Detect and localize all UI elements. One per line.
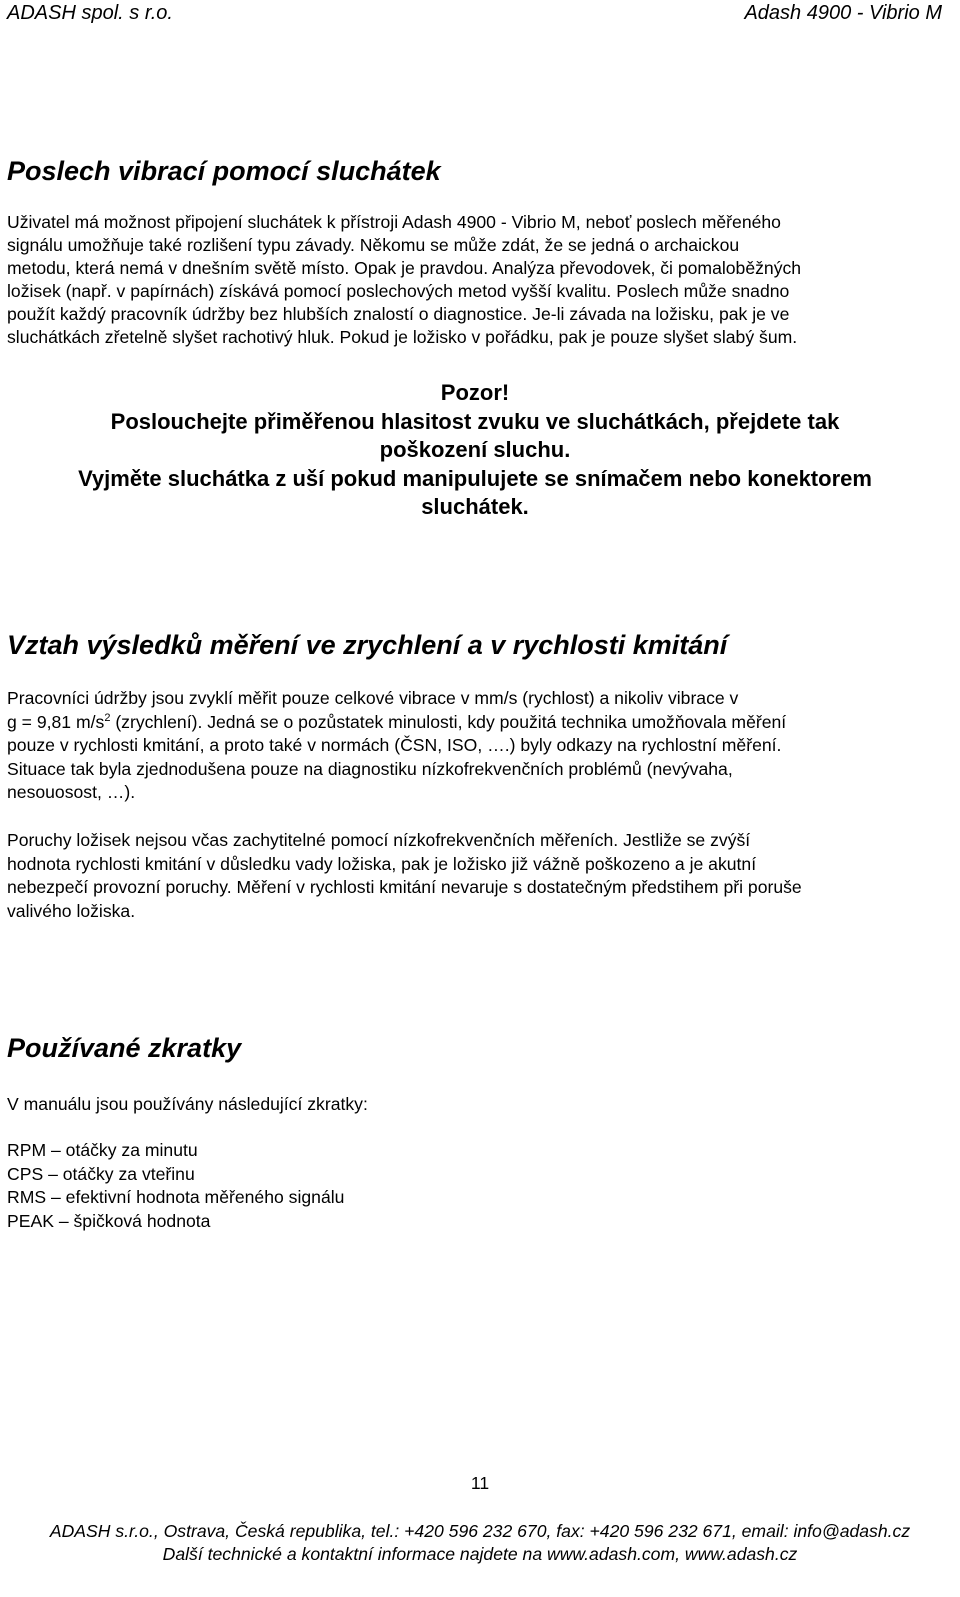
text-line: valivého ložiska.	[7, 900, 136, 921]
text-line	[7, 711, 943, 735]
text-line: nesouosost, …).	[7, 782, 136, 802]
warning-line: Poslouchejte přiměřenou hlasitost zvuku ve sluchátkách, přejdete tak	[110, 408, 840, 434]
section-title-measurement: Vztah výsledků měření ve zrychlení a v rychlosti kmitání	[7, 630, 728, 660]
warning-line: sluchátek.	[421, 494, 529, 519]
text-line: ložisek (např. v papírnách) získává pomocí poslechových metod vyšší kvalitu. Poslech může snadno	[7, 281, 790, 301]
paragraph-measurement-2	[7, 829, 943, 923]
warning-block	[7, 379, 943, 522]
header-company: ADASH spol. s r.o.	[7, 2, 173, 24]
text-fragment: (zrychlení). Jedná se o pozůstatek minulosti, kdy použitá technika umožňovala měření	[110, 711, 787, 732]
text-line: sluchátkách zřetelně slyšet rachotivý hluk. Pokud je ložisko v pořádku, pak je pouze slyšet slabý šum.	[7, 327, 798, 347]
section-title-abbreviations: Používané zkratky	[7, 1033, 242, 1063]
abbreviations-intro: V manuálu jsou používány následující zkratky:	[7, 1094, 368, 1114]
text-line: hodnota rychlosti kmitání v důsledku vady ložiska, pak je ložisko již vážně poškozeno a je akutní	[7, 853, 757, 874]
warning-line: poškození sluchu.	[379, 437, 571, 462]
text-fragment: g = 9,81 m/s	[7, 711, 105, 732]
paragraph-headphones	[7, 211, 943, 349]
text-line: nebezpečí provozní poruchy. Měření v rychlosti kmitání nevaruje s dostatečným předstihem při poruše	[7, 877, 802, 897]
section-title-headphones: Poslech vibrací pomocí sluchátek	[7, 156, 441, 186]
text-line: metodu, která nemá v dnešním světě místo. Opak je pravdou. Analýza převodovek, či pomaloběžných	[7, 258, 802, 278]
text-line: použít každý pracovník údržby bez hlubších znalostí o diagnostice. Je-li závada na ložisku, pak je ve	[7, 304, 790, 324]
page-number: 11	[470, 1473, 490, 1493]
header-product: Adash 4900 - Vibrio M	[744, 2, 942, 24]
footer-web: Další technické a kontaktní informace najdete na www.adash.com, www.adash.cz	[162, 1544, 798, 1564]
text-line: Poruchy ložisek nejsou včas zachytitelné pomocí nízkofrekvenčních měřeních. Jestliže se zvýší	[7, 830, 751, 850]
text-line: Situace tak byla zjednodušena pouze na diagnostiku nízkofrekvenčních problémů (nevývaha,	[7, 758, 733, 779]
list-item: PEAK – špičková hodnota	[7, 1210, 211, 1231]
footer-contact: ADASH s.r.o., Ostrava, Česká republika, tel.: +420 596 232 670, fax: +420 596 232 671, email: info@adash.cz	[49, 1521, 911, 1541]
text-line: Uživatel má možnost připojení sluchátek k přístroji Adash 4900 - Vibrio M, neboť poslech měřeného	[7, 212, 781, 232]
warning-line: Vyjměte sluchátka z uší pokud manipulujete se snímačem nebo konektorem	[78, 465, 872, 491]
warning-title: Pozor!	[440, 380, 510, 405]
list-item: RPM – otáčky za minutu	[7, 1140, 198, 1160]
list-item: CPS – otáčky za vteřinu	[7, 1163, 195, 1184]
superscript: 2	[104, 711, 111, 724]
text-line: Pracovníci údržby jsou zvyklí měřit pouze celkové vibrace v mm/s (rychlost) a nikoliv vibrace v	[7, 688, 739, 708]
text-line: signálu umožňuje také rozlišení typu závady. Někomu se může zdát, že se jedná o archaickou	[7, 235, 740, 255]
abbreviations-list	[7, 1139, 344, 1233]
list-item: RMS – efektivní hodnota měřeného signálu	[7, 1187, 345, 1207]
paragraph-measurement-1	[7, 687, 943, 805]
text-line: pouze v rychlosti kmitání, a proto také v normách (ČSN, ISO, ….) byly odkazy na rychlostní měření.	[7, 735, 782, 755]
